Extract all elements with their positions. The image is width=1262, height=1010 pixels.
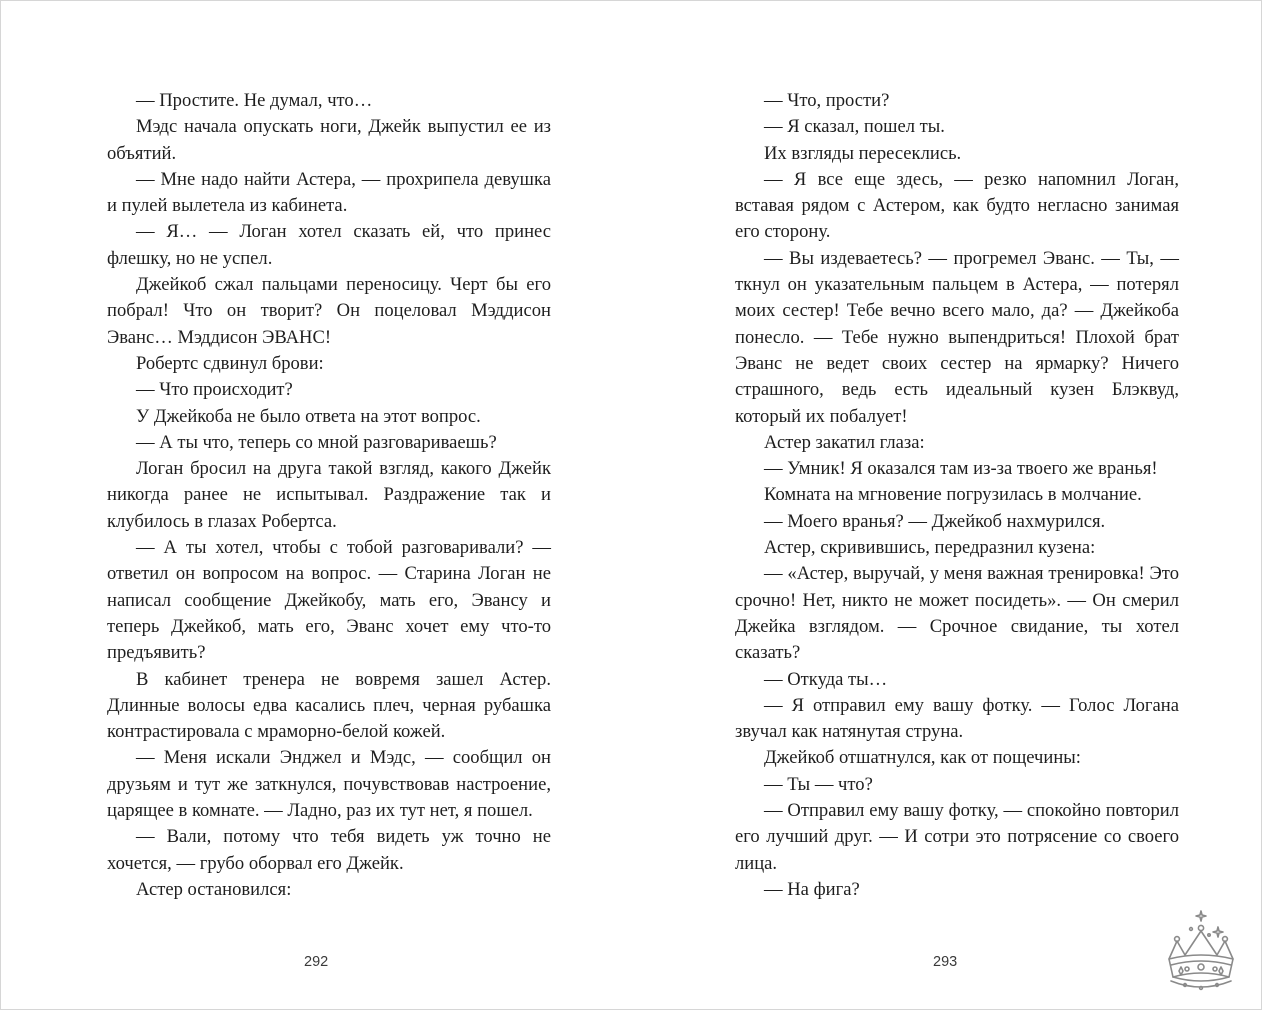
left-page-text	[107, 88, 551, 903]
paragraph: У Джейкоба не было ответа на этот вопрос.	[136, 405, 481, 427]
crown-icon	[1163, 907, 1239, 995]
paragraph: Логан бросил на друга такой взгляд, какого Джейк никогда ранее не испытывал. Раздражение так и клубилось в глазах Робертса.	[107, 458, 551, 532]
paragraph: Джейкоб отшатнулся, как от пощечины:	[764, 747, 1081, 769]
paragraph: — Я отправил ему вашу фотку. — Голос Логана звучал как натянутая струна.	[735, 694, 1179, 743]
paragraph: — Простите. Не думал, что…	[136, 90, 373, 111]
paragraph: — Я все еще здесь, — резко напомнил Логан, вставая рядом с Астером, как будто негласно занимая его сторону.	[735, 168, 1179, 243]
paragraph: — Отправил ему вашу фотку, — спокойно повторил его лучший друг. — И сотри это потрясение со своего лица.	[735, 800, 1179, 874]
paragraph: — Вали, потому что тебя видеть уж точно не хочется, — грубо оборвал его Джейк.	[107, 826, 551, 874]
paragraph: Их взгляды пересеклись.	[764, 142, 962, 164]
paragraph: — Что, прости?	[764, 90, 890, 111]
paragraph: — А ты хотел, чтобы с тобой разговаривали? — ответил он вопросом на вопрос. — Старина Логан не написал сообщение Джейкобу, мать его, Эвансу и теперь Джейкоб, мать его, Эванс хочет ему что-то предъявить?	[107, 537, 551, 664]
page-number-right: 293	[933, 954, 958, 970]
page-number-left: 292	[304, 954, 329, 970]
paragraph: — Я сказал, пошел ты.	[764, 116, 945, 138]
paragraph: Джейкоб сжал пальцами переносицу. Черт бы его побрал! Что он творит? Он поцеловал Мэддисон Эванс… Мэддисон ЭВАНС!	[107, 274, 551, 348]
paragraph: — Мне надо найти Астера, — прохрипела девушка и пулей вылетела из кабинета.	[107, 168, 551, 217]
paragraph: — Меня искали Энджел и Мэдс, — сообщил он друзьям и тут же заткнулся, почувствовав настроение, царящее в комнате. — Ладно, раз их тут нет, я пошел.	[107, 747, 551, 822]
paragraph: Астер, скривившись, передразнил кузена:	[764, 537, 1096, 559]
paragraph: — Вы издеваетесь? — прогремел Эванс. — Ты, — ткнул он указательным пальцем в Астера, — потерял моих сестер! Тебе вечно всего мало, да? — Джейкоба понесло. — Тебе нужно выпендриться! Плохой брат Эванс не ведет своих сестер на ярмарку? Ничего страшного, ведь есть идеальный кузен Блэквуд, который их побалует!	[735, 247, 1179, 427]
paragraph: Астер остановился:	[136, 878, 292, 900]
right-page-text	[735, 88, 1179, 903]
paragraph: — Умник! Я оказался там из-за твоего же вранья!	[764, 458, 1158, 480]
paragraph: Комната на мгновение погрузилась в молчание.	[764, 484, 1142, 506]
paragraph: — Моего вранья? — Джейкоб нахмурился.	[764, 510, 1106, 532]
paragraph: — Я… — Логан хотел сказать ей, что принес флешку, но не успел.	[107, 221, 551, 269]
paragraph: Мэдс начала опускать ноги, Джейк выпустил ее из объятий.	[107, 116, 551, 164]
paragraph: Робертс сдвинул брови:	[136, 352, 324, 374]
paragraph: — А ты что, теперь со мной разговариваешь?	[136, 431, 497, 453]
paragraph: — На фига?	[764, 878, 860, 900]
paragraph: — Откуда ты…	[764, 668, 888, 690]
paragraph: — Ты — что?	[764, 773, 873, 795]
paragraph: Астер закатил глаза:	[764, 431, 925, 453]
paragraph: В кабинет тренера не вовремя зашел Астер. Длинные волосы едва касались плеч, черная рубашка контрастировала с мраморно-белой кожей.	[107, 668, 551, 743]
left-page	[1, 1, 631, 1009]
paragraph: — «Астер, выручай, у меня важная тренировка! Это срочно! Нет, никто не может посидеть». — Он смерил Джейка взглядом. — Срочное свидание, ты хотел сказать?	[735, 563, 1179, 664]
paragraph: — Что происходит?	[136, 379, 293, 401]
right-page	[631, 1, 1261, 1009]
